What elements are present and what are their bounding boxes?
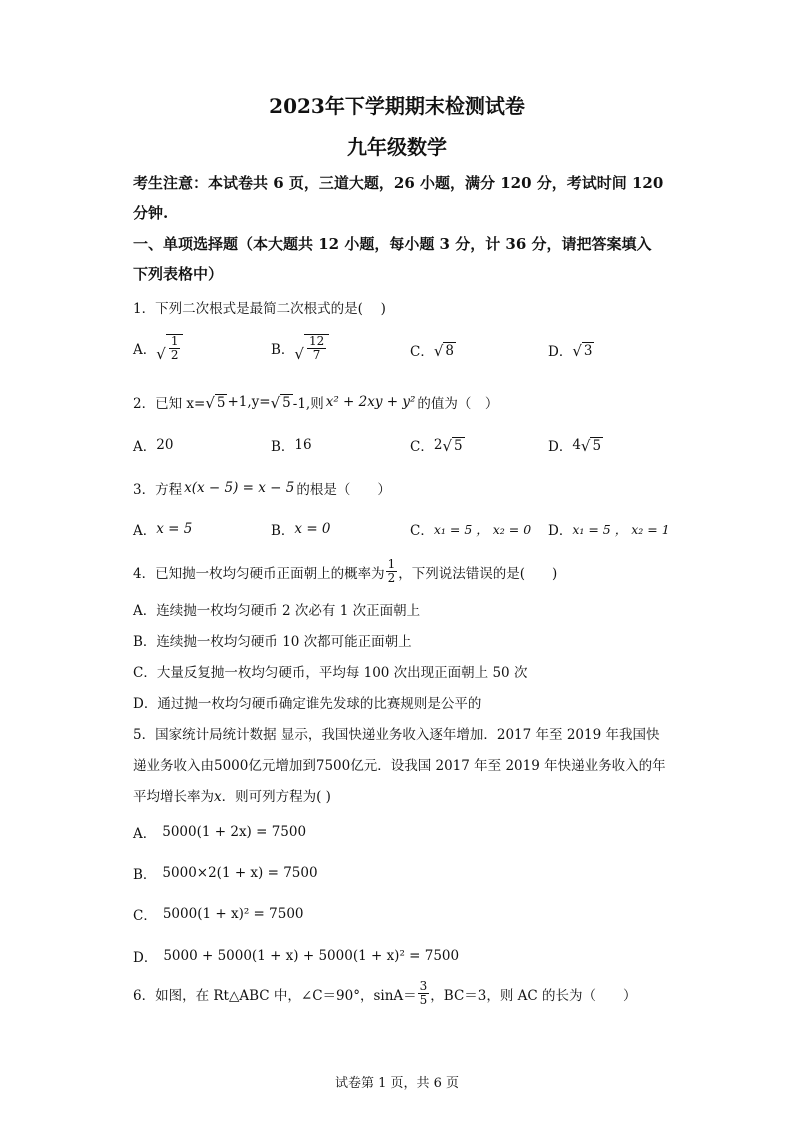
q1-a-denominator: 2 bbox=[170, 348, 179, 363]
q1-d-radicand: 3 bbox=[583, 342, 593, 359]
q5-option-d-equation: 5000 + 5000(1 + x) + 5000(1 + x)² = 7500 bbox=[163, 948, 460, 964]
q1-option-b-label: B． bbox=[271, 342, 295, 359]
q3-option-c-label: C． bbox=[410, 523, 434, 539]
section-heading-line-2: 下列表格中） bbox=[133, 265, 224, 283]
sqrt-expression: √ $\frac{12}{7}$ bbox=[294, 334, 329, 362]
q3-option-a-value: x = 5 bbox=[156, 521, 193, 537]
q2-option-d bbox=[548, 435, 603, 455]
q2-option-d-label: D． bbox=[548, 439, 573, 455]
q5-option-c-equation: 5000(1 + x)² = 7500 bbox=[162, 906, 304, 922]
q1-option-c-label: C． bbox=[410, 344, 434, 360]
sqrt-expression: √ 5 bbox=[442, 436, 463, 455]
q1-c-radicand: 8 bbox=[445, 342, 454, 359]
sqrt-expression: √ 5 bbox=[270, 393, 291, 412]
q2-option-b bbox=[271, 435, 312, 455]
sqrt-expression: √ 8 bbox=[433, 341, 454, 360]
sqrt-expression: √ 3 bbox=[572, 341, 593, 360]
q2-expression: x² + 2xy + y² bbox=[325, 394, 416, 410]
q4-option-b: B．连续抛一枚均匀硬币 10 次都可能正面朝上 bbox=[133, 634, 412, 650]
q2-radicand-1: 5 bbox=[216, 394, 226, 411]
q3-option-c-value: x₁ = 5 ， x₂ = 0 bbox=[433, 522, 532, 537]
q4-numerator: 1 bbox=[387, 557, 396, 571]
section-heading-line-1: 一、单项选择题（本大题共 12 小题，每小题 3 分，计 36 分，请把答案填入 bbox=[133, 235, 652, 253]
q4-denominator: 2 bbox=[387, 571, 396, 586]
sqrt-expression: √ 5 bbox=[205, 393, 226, 412]
q4-stem-post: ，下列说法错误的是( ) bbox=[398, 565, 558, 582]
q3-option-d-value: x₁ = 5 ， x₂ = 1 bbox=[572, 522, 670, 537]
q4-option-d: D．通过抛一枚均匀硬币确定谁先发球的比赛规则是公平的 bbox=[133, 696, 482, 712]
notice-line-1: 考生注意：本试卷共 6 页，三道大题，26 小题，满分 120 分，考试时间 120 bbox=[133, 174, 664, 192]
q2-option-c-radicand: 5 bbox=[454, 437, 463, 454]
q5-option-c-label: C． bbox=[133, 908, 157, 924]
q3-option-a bbox=[133, 519, 192, 539]
q3-equation: x(x − 5) = x − 5 bbox=[184, 480, 295, 496]
q4-stem-pre: 4．已知抛一枚均匀硬币正面朝上的概率为 bbox=[133, 565, 385, 582]
question-5-line-2: 递业务收入由5000亿元增加到7500亿元．设我国 2017 年至 2019 年快递业务收入的年 bbox=[133, 758, 666, 774]
q4-option-c: C．大量反复抛一枚均匀硬币，平均每 100 次出现正面朝上 50 次 bbox=[133, 665, 528, 681]
q5-option-d bbox=[133, 946, 459, 966]
q3-option-d-label: D． bbox=[548, 523, 573, 539]
q1-b-numerator: 12 bbox=[308, 334, 325, 348]
q6-stem-pre: 6．如图，在 Rt△ABC 中，∠C＝90°，sinA＝ bbox=[133, 987, 417, 1004]
notice-line-2: 分钟. bbox=[133, 204, 169, 222]
q3-stem-pre: 3．方程 bbox=[133, 482, 183, 498]
page-footer: 试卷第 1 页，共 6 页 bbox=[334, 1076, 460, 1091]
q3-option-b-label: B． bbox=[271, 523, 295, 539]
q6-stem-post: ，BC＝3，则 AC 的长为（ ） bbox=[430, 987, 637, 1004]
q2-option-d-coef: 4 bbox=[572, 437, 581, 453]
q3-option-a-label: A． bbox=[133, 523, 157, 539]
q5-option-b-label: B． bbox=[133, 867, 157, 883]
q1-option-a bbox=[133, 334, 183, 362]
q5-option-a-label: A． bbox=[133, 826, 157, 842]
q2-option-a-label: A． bbox=[133, 439, 157, 455]
q2-stem-post: 的值为（ ） bbox=[417, 396, 499, 412]
q6-numerator: 3 bbox=[419, 979, 428, 993]
sqrt-expression: √ 5 bbox=[580, 436, 602, 455]
q6-denominator: 5 bbox=[419, 993, 428, 1008]
q5-option-d-label: D． bbox=[133, 950, 158, 966]
q5-option-c bbox=[133, 904, 304, 924]
exam-subtitle: 九年级数学 bbox=[347, 135, 447, 159]
q1-a-numerator: 1 bbox=[170, 334, 179, 348]
question-5-line-3: 平均增长率为𝑥．则可列方程为( ) bbox=[133, 789, 331, 805]
q5-option-b-equation: 5000×2(1 + x) = 7500 bbox=[162, 865, 318, 881]
q5-option-b bbox=[133, 863, 318, 883]
q1-option-d-label: D． bbox=[548, 344, 573, 360]
q2-stem-mid2: -1,则 bbox=[292, 396, 324, 412]
q1-option-b bbox=[271, 334, 329, 362]
q2-option-b-value: 16 bbox=[294, 437, 312, 453]
q3-option-b-value: x = 0 bbox=[294, 521, 331, 537]
q1-option-a-label: A． bbox=[133, 342, 157, 359]
question-3-stem bbox=[133, 478, 391, 498]
sqrt-expression: √ $\frac{1}{2}$ bbox=[156, 334, 183, 362]
question-5-line-1: 5．国家统计局统计数据 显示，我国快递业务收入逐年增加．2017 年至 2019 年我国快 bbox=[133, 727, 660, 743]
q2-option-a bbox=[133, 435, 173, 455]
q2-option-c-label: C． bbox=[410, 439, 434, 455]
q2-stem-pre: 2．已知 x= bbox=[133, 396, 206, 412]
question-4-stem bbox=[133, 558, 557, 585]
q2-option-a-value: 20 bbox=[156, 437, 174, 453]
exam-title: 2023年下学期期末检测试卷 bbox=[269, 94, 525, 118]
q1-option-d bbox=[548, 340, 594, 360]
question-6-stem bbox=[133, 980, 637, 1007]
q2-option-d-radicand: 5 bbox=[592, 437, 602, 454]
q2-option-c bbox=[410, 435, 465, 455]
q3-option-d bbox=[548, 519, 670, 539]
q3-stem-post: 的根是（ ） bbox=[296, 482, 391, 498]
question-1-stem: 1．下列二次根式是最简二次根式的是( ) bbox=[133, 301, 386, 317]
q2-option-c-coef: 2 bbox=[433, 437, 443, 453]
q2-option-b-label: B． bbox=[271, 439, 295, 455]
q1-b-denominator: 7 bbox=[312, 348, 321, 363]
q3-option-b bbox=[271, 519, 331, 539]
q5-option-a bbox=[133, 822, 306, 842]
q1-option-c bbox=[410, 340, 456, 360]
question-2-stem bbox=[133, 392, 498, 412]
q2-radicand-2: 5 bbox=[282, 394, 291, 411]
q4-option-a: A．连续抛一枚均匀硬币 2 次必有 1 次正面朝上 bbox=[133, 603, 421, 619]
q5-option-a-equation: 5000(1 + 2x) = 7500 bbox=[162, 824, 307, 840]
q2-stem-mid1: +1,y= bbox=[227, 394, 271, 410]
q3-option-c bbox=[410, 519, 531, 539]
